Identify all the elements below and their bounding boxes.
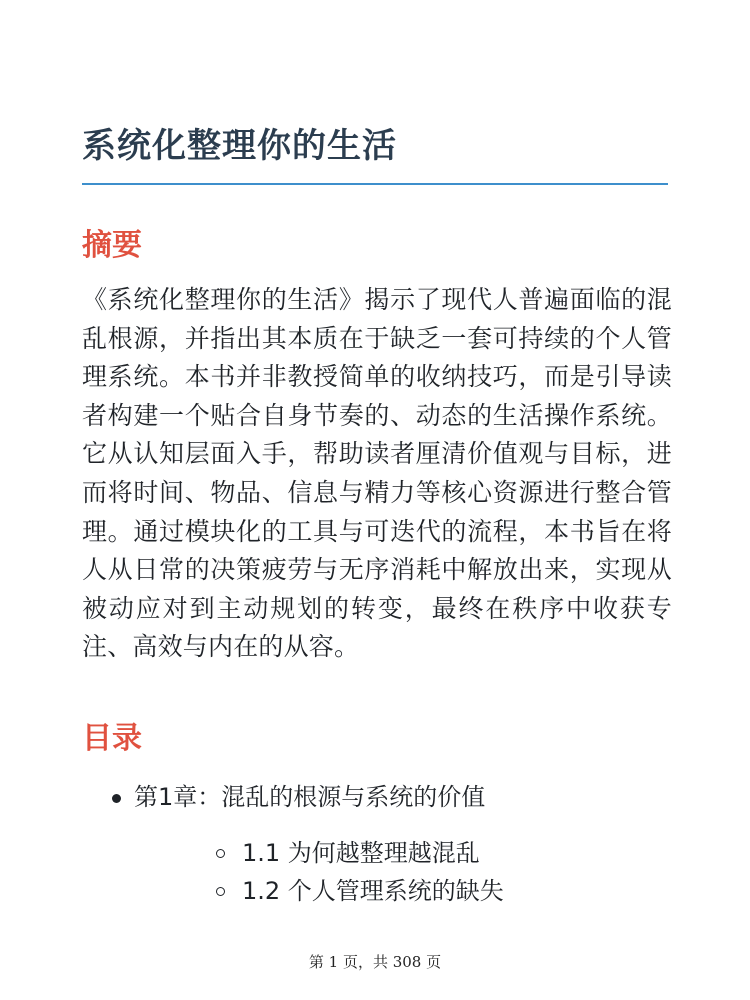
hollow-bullet-icon (216, 887, 225, 896)
document-title: 系统化整理你的生活 (82, 126, 397, 166)
table-of-contents (82, 778, 668, 910)
toc-section-label: 1.1 为何越整理越混乱 (242, 839, 480, 867)
bullet-icon (112, 794, 121, 803)
toc-chapter-1-sections (134, 834, 668, 910)
hollow-bullet-icon (216, 849, 225, 858)
toc-section-1-2[interactable] (134, 872, 668, 910)
toc-chapter-label: 第1章：混乱的根源与系统的价值 (134, 783, 486, 811)
toc-heading: 目录 (82, 721, 142, 756)
page-footer: 第 1 页，共 308 页 (308, 953, 442, 971)
toc-section-label: 1.2 个人管理系统的缺失 (242, 877, 504, 905)
title-divider (82, 183, 668, 185)
abstract-heading: 摘要 (82, 228, 142, 263)
toc-section-1-1[interactable] (134, 834, 668, 872)
abstract-paragraph: 《系统化整理你的生活》揭示了现代人普遍面临的混乱根源，并指出其本质在于缺乏一套可持续的个人管理系统。本书并非教授简单的收纳技巧，而是引导读者构建一个贴合自身节奏的、动态的生活操作系统。它从认知层面入手，帮助读者厘清价值观与目标，进而将时间、物品、信息与精力等核心资源进行整合管理。通过模块化的工具与可迭代的流程，本书旨在将人从日常的决策疲劳与无序消耗中解放出来，实现从被动应对到主动规划的转变，最终在秩序中收获专注、高效与内在的从容。 (82, 285, 672, 662)
toc-chapter-1[interactable] (82, 778, 668, 910)
